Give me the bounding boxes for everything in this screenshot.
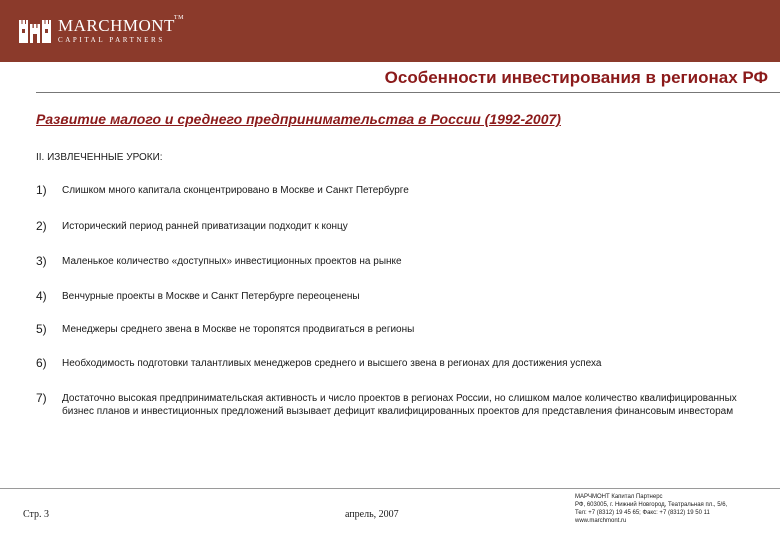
castle-logo-icon — [18, 16, 52, 44]
footer-divider — [0, 488, 780, 489]
logo-subtitle: CAPITAL PARTNERS — [58, 35, 165, 44]
contact-info — [575, 493, 775, 525]
page-subtitle: Развитие малого и среднего предпринимательства в России (1992-2007) — [36, 111, 561, 127]
lesson-text: Венчурные проекты в Москве и Санкт Петербурге переоценены — [62, 291, 360, 302]
lesson-number: 6) — [36, 356, 47, 370]
contact-phone: Тел: +7 (8312) 19 45 65; Факс: +7 (8312) 19 50 11 — [575, 510, 710, 516]
contact-company: МАРЧМОНТ Капитал Партнерс — [575, 494, 663, 500]
lesson-item — [36, 254, 761, 268]
lesson-text: Маленькое количество «доступных» инвестиционных проектов на рынке — [62, 256, 402, 267]
lesson-text: Исторический период ранней приватизации подходит к концу — [62, 221, 348, 232]
lesson-number: 7) — [36, 391, 47, 405]
lesson-number: 4) — [36, 289, 47, 303]
lesson-item — [36, 391, 761, 418]
contact-address: РФ, 603005, г. Нижний Новгород, Театральная пл., 5/6, — [575, 502, 728, 508]
page-title: Особенности инвестирования в регионах РФ — [384, 68, 768, 87]
lesson-text: Слишком много капитала сконцентрировано в Москве и Санкт Петербурге — [62, 185, 409, 196]
contact-website: www.marchmont.ru — [575, 518, 627, 524]
lesson-text: Менеджеры среднего звена в Москве не торопятся продвигаться в регионы — [62, 324, 415, 335]
footer-date: апрель, 2007 — [345, 509, 399, 520]
lesson-item — [36, 183, 761, 197]
lesson-item — [36, 219, 761, 233]
section-heading: II. ИЗВЛЕЧЕННЫЕ УРОКИ: — [36, 152, 163, 163]
lesson-item — [36, 322, 761, 336]
lesson-text: Необходимость подготовки талантливых менеджеров среднего и высшего звена в регионах для достижения успеха — [62, 358, 602, 369]
page-number: Стр. 3 — [23, 509, 50, 520]
title-divider — [36, 92, 780, 93]
header-band — [0, 0, 780, 62]
lesson-item — [36, 356, 761, 370]
lesson-number: 1) — [36, 183, 47, 197]
lesson-text: Достаточно высокая предпринимательская активность и число проектов в регионах России, но слишком малое количество квалифицированных бизнес планов и инвестиционных предложений вызывает дефицит квалифицированных проектов для представления финансовым инвесторам — [62, 393, 737, 417]
lesson-number: 2) — [36, 219, 47, 233]
logo-name: MARCHMONT TM — [58, 14, 184, 35]
lesson-number: 5) — [36, 322, 47, 336]
lesson-item — [36, 289, 761, 303]
lesson-number: 3) — [36, 254, 47, 268]
logo-trademark: TM — [173, 14, 184, 21]
company-logo — [18, 14, 184, 44]
